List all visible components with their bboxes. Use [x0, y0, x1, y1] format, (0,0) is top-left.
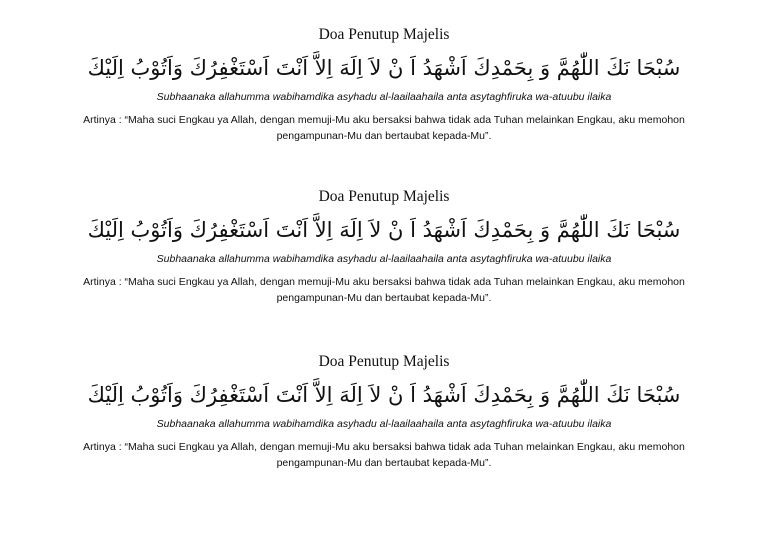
arabic-text: سُبْحَا نَكَ اللّٰهُمَّ وَ بِحَمْدِكَ اَشْهَدُ اَ نْ لاَ اِلَهَ اِلاَّ اَنْتَ اَسْتَغْفِرُكَ وَاَتُوْبُ اِلَيْكَ: [87, 56, 681, 80]
prayer-title: Doa Penutup Majelis: [318, 26, 450, 43]
arabic-text: سُبْحَا نَكَ اللّٰهُمَّ وَ بِحَمْدِكَ اَشْهَدُ اَ نْ لاَ اِلَهَ اِلاَّ اَنْتَ اَسْتَغْفِرُكَ وَاَتُوْبُ اِلَيْكَ: [87, 383, 681, 407]
prayer-block: [0, 25, 768, 144]
prayer-title: Doa Penutup Majelis: [318, 353, 450, 370]
arabic-text: سُبْحَا نَكَ اللّٰهُمَّ وَ بِحَمْدِكَ اَشْهَدُ اَ نْ لاَ اِلَهَ اِلاَّ اَنْتَ اَسْتَغْفِرُكَ وَاَتُوْبُ اِلَيْكَ: [87, 218, 681, 242]
transliteration-text: Subhaanaka allahumma wabihamdika asyhadu al-laailaahaila anta asytaghfiruka wa-atuubu ilaika: [156, 418, 612, 430]
meaning-text: Artinya : “Maha suci Engkau ya Allah, dengan memuji-Mu aku bersaksi bahwa tidak ada Tuhan melainkan Engkau, aku memohon pengampunan-Mu dan bertaubat kepada-Mu”.: [83, 114, 685, 142]
transliteration-text: Subhaanaka allahumma wabihamdika asyhadu al-laailaahaila anta asytaghfiruka wa-atuubu ilaika: [156, 91, 612, 103]
transliteration-text: Subhaanaka allahumma wabihamdika asyhadu al-laailaahaila anta asytaghfiruka wa-atuubu ilaika: [156, 253, 612, 265]
prayer-title: Doa Penutup Majelis: [318, 188, 450, 205]
meaning-text: Artinya : “Maha suci Engkau ya Allah, dengan memuji-Mu aku bersaksi bahwa tidak ada Tuhan melainkan Engkau, aku memohon pengampunan-Mu dan bertaubat kepada-Mu”.: [83, 276, 685, 304]
prayer-block: [0, 352, 768, 471]
meaning-text: Artinya : “Maha suci Engkau ya Allah, dengan memuji-Mu aku bersaksi bahwa tidak ada Tuhan melainkan Engkau, aku memohon pengampunan-Mu dan bertaubat kepada-Mu”.: [83, 441, 685, 469]
prayer-block: [0, 187, 768, 306]
